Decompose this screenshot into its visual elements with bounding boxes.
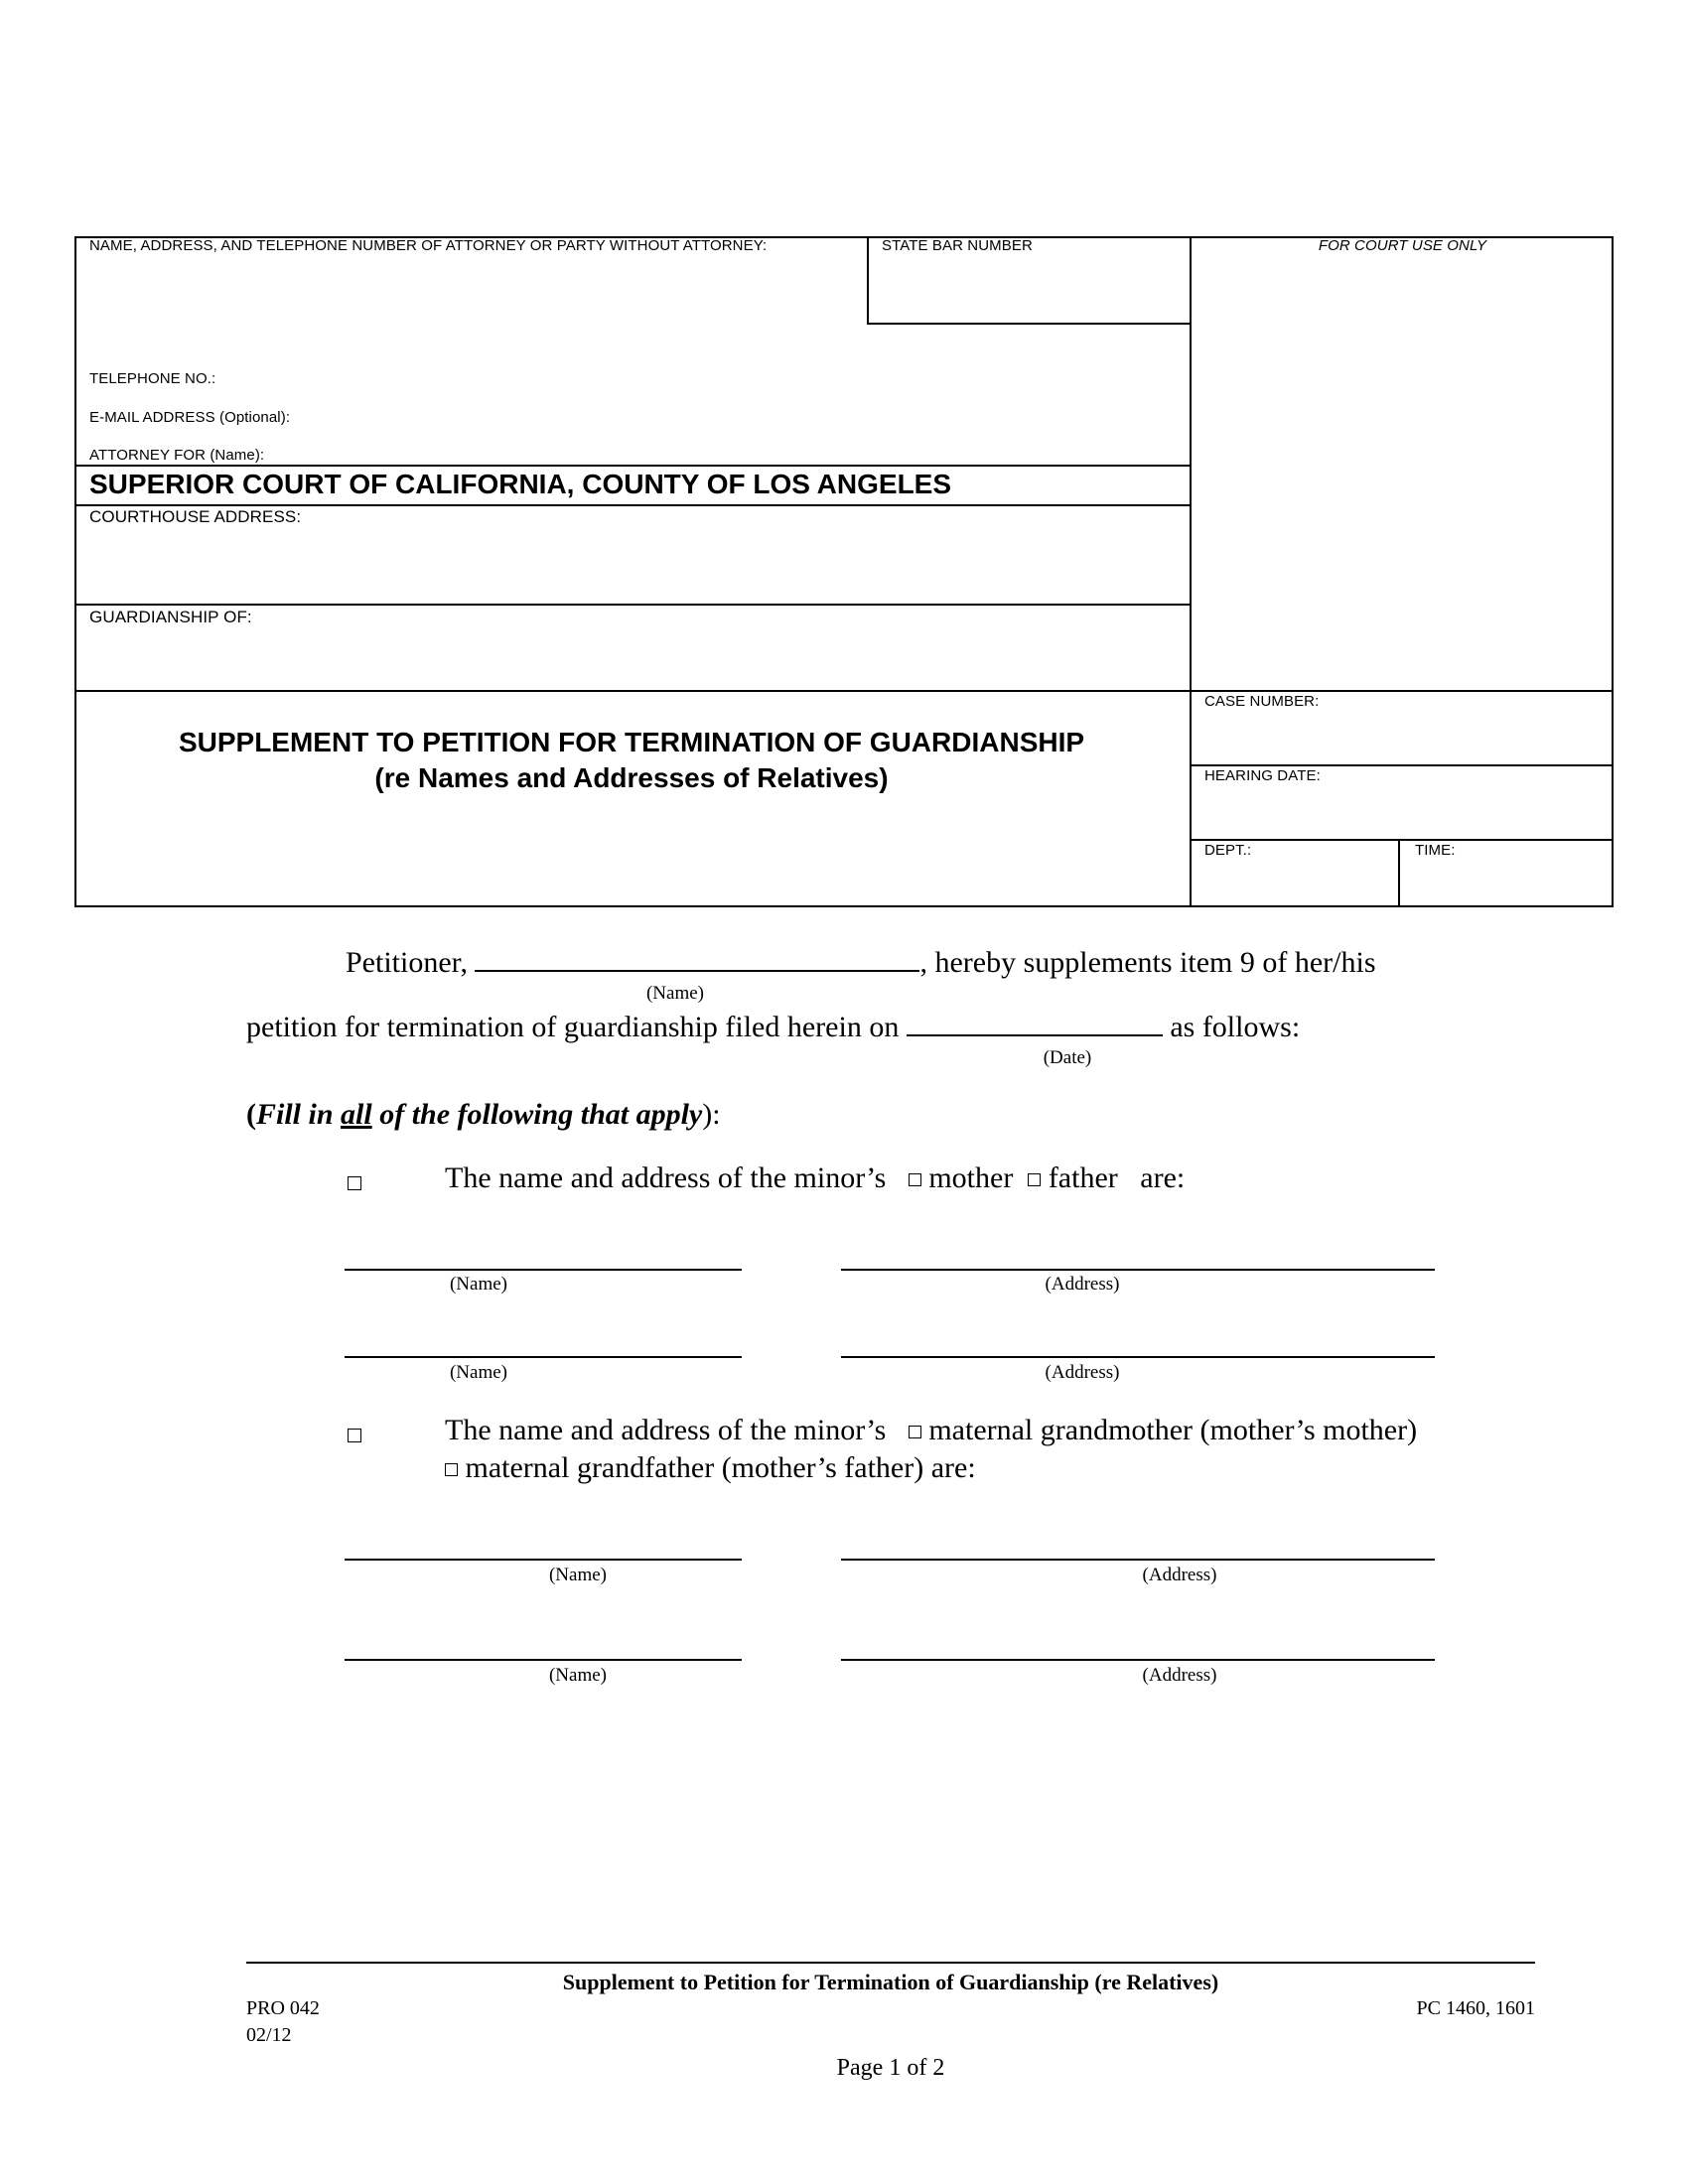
time-label: TIME: <box>1415 842 1456 859</box>
section2-name-line-2[interactable] <box>345 1659 742 1661</box>
petitioner-name-caption: (Name) <box>645 983 705 1004</box>
petition-prefix: petition for termination of guardianship filed herein on <box>246 1011 900 1043</box>
section2-address-line-2[interactable] <box>841 1659 1435 1661</box>
section2-name-line-1[interactable] <box>345 1559 742 1561</box>
section1-address-line-2[interactable] <box>841 1356 1435 1358</box>
instruction-rest: of the following that apply <box>371 1098 703 1131</box>
dept-label: DEPT.: <box>1204 842 1252 859</box>
section2-text: The name and address of the minor’s <box>445 1414 887 1446</box>
section1-text: The name and address of the minor’s <box>445 1161 887 1194</box>
form-number: PRO 042 <box>246 1997 320 2019</box>
instruction-close: ): <box>702 1098 721 1131</box>
form-date: 02/12 <box>246 2024 292 2046</box>
section1-address-caption-2: (Address) <box>1045 1362 1120 1383</box>
form-title-line1: SUPPLEMENT TO PETITION FOR TERMINATION OF GUARDIANSHIP <box>178 727 1085 757</box>
guardianship-of-label: GUARDIANSHIP OF: <box>89 608 252 626</box>
section2-address-line-1[interactable] <box>841 1559 1435 1561</box>
grandfather-checkbox[interactable] <box>445 1463 458 1476</box>
hearing-date-label: HEARING DATE: <box>1204 767 1321 784</box>
section1-name-line-1[interactable] <box>345 1269 742 1271</box>
court-name: SUPERIOR COURT OF CALIFORNIA, COUNTY OF LOS ANGELES <box>89 469 952 499</box>
page-number: Page 1 of 2 <box>836 2055 945 2081</box>
code-reference: PC 1460, 1601 <box>1416 1997 1535 2019</box>
section2-line <box>445 1414 1417 1447</box>
section1-name-caption-1: (Name) <box>449 1274 508 1295</box>
court-use-label: FOR COURT USE ONLY <box>1318 237 1487 254</box>
instruction-fill-in: Fill in <box>256 1098 342 1131</box>
father-option: father <box>1048 1161 1118 1194</box>
instruction <box>246 1098 721 1132</box>
father-checkbox[interactable] <box>1028 1173 1041 1186</box>
section2-name-caption-1: (Name) <box>548 1565 608 1585</box>
form-title-line2: (re Names and Addresses of Relatives) <box>374 762 889 793</box>
case-number-label: CASE NUMBER: <box>1204 693 1320 710</box>
section1-suffix: are: <box>1140 1161 1186 1194</box>
state-bar-label: STATE BAR NUMBER <box>882 237 1033 254</box>
grandfather-option: maternal grandfather (mother’s father) are: <box>465 1451 976 1484</box>
section1-line <box>445 1161 1185 1195</box>
section1-address-line-1[interactable] <box>841 1269 1435 1271</box>
telephone-label: TELEPHONE NO.: <box>89 370 216 387</box>
petitioner-line <box>346 946 1376 980</box>
petition-suffix: as follows: <box>1170 1011 1301 1043</box>
attorney-for-label: ATTORNEY FOR (Name): <box>89 447 265 464</box>
footer-title: Supplement to Petition for Termination of Guardianship (re Relatives) <box>562 1970 1219 1994</box>
attorney-label: NAME, ADDRESS, AND TELEPHONE NUMBER OF ATTORNEY OR PARTY WITHOUT ATTORNEY: <box>89 237 768 254</box>
grandmother-option: maternal grandmother (mother’s mother) <box>928 1414 1418 1446</box>
footer-rule <box>246 1962 1535 1964</box>
section2-checkbox[interactable] <box>348 1429 361 1442</box>
petitioner-prefix: Petitioner, <box>346 946 468 979</box>
instruction-all: all <box>341 1098 372 1131</box>
section2-name-caption-2: (Name) <box>548 1665 608 1686</box>
petition-line <box>246 1011 1300 1044</box>
section2-address-caption-1: (Address) <box>1142 1565 1217 1585</box>
petitioner-suffix: , hereby supplements item 9 of her/his <box>919 946 1376 979</box>
section2-address-caption-2: (Address) <box>1142 1665 1217 1686</box>
section1-address-caption-1: (Address) <box>1045 1274 1120 1295</box>
mother-checkbox[interactable] <box>909 1173 921 1186</box>
filing-date-caption: (Date) <box>1043 1047 1092 1068</box>
section1-name-caption-2: (Name) <box>449 1362 508 1383</box>
grandmother-checkbox[interactable] <box>909 1426 921 1438</box>
section1-name-line-2[interactable] <box>345 1356 742 1358</box>
instruction-open: ( <box>246 1098 256 1131</box>
section2-line-2 <box>445 1451 976 1485</box>
email-label: E-MAIL ADDRESS (Optional): <box>89 409 291 426</box>
mother-option: mother <box>928 1161 1014 1194</box>
filing-date-field[interactable] <box>907 1013 1163 1036</box>
section1-checkbox[interactable] <box>348 1176 361 1190</box>
petitioner-name-field[interactable] <box>475 948 919 972</box>
courthouse-address-label: COURTHOUSE ADDRESS: <box>89 507 302 526</box>
